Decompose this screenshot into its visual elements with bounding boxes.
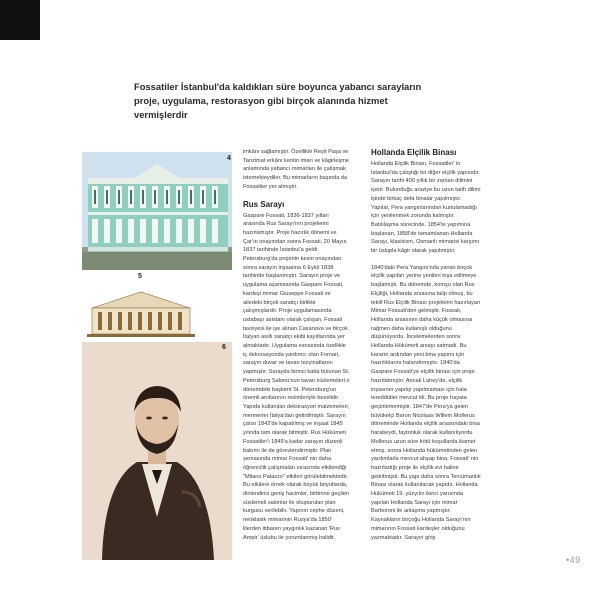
- intro-paragraph: imkânı sağlamıştır. Özellikle Reşit Paşa ve Tanzimat erkânı kentin imarı ve kâgirleşme anlamında yabancı mimarları ile çalışmak istemekteydiler. Bu mimarların başında da Fossatiler yer almıştır.: [243, 149, 350, 190]
- section-heading-rus-sarayi: Rus Sarayı: [243, 199, 285, 209]
- body-paragraph: 1840'daki Pera Yangını'nda yanan birçok elçilik yapıları yerine yenileri inşa edilmeye başlamıştı. Bu dönemde, komşu olan Rus Elçiliği, Hollanda arsasına talip olmuş, bu teklif Rus Elçilik Binası projelerini hazırlayan Mimar Fossati'den gelmiştir. Fossati, Hollanda arsasının daha küçük olmasına rağmen daha kullanışlı olduğunu düşünüyordu. İncelemelerden sonra Hollanda Hükümeti arsayı satmadı. Bu kararın ardından yeni bina yapımı için hazırlıklarını halandırmıştır. 1840'da Gaspare Fossati'ye elçilik binası için proje hazırlatmıştır. Ancak Lahey'de, elçilik inşasının yapılıp yapılmaması için hala tereddütler mevcut idi. Bu proje hayata geçirilememiştir. 1847'de Pera'ya gelen büyükelçi Baron Nicolaas Willem Mollerus döneminde Hollanda elçilik arsasındaki bina harabeydi, faytonluk olarak kullanılıyordu. Mollerus uzun süre kötü koşullarda ikamet etmiş, sonra Hollanda hükümetinden gelen yardımlarla mevcut ahşap bina, Fossati' nin hazırladığı proje ile elçilik evi haline getirilmiştir. Bu yapı daha sonra Tercümanlık Binası olarak kullanılacak yapıdır. Hollanda Hükümeti 19. yüzyılın ikinci yarısında yapılan Hollanda Sarayı için mimar Barboroni ile anlaşma yapmıştır. Kaynakların birçoğu Hollanda Sarayı'nın mimarının Fossati kardeşler olduğunu yazmaktadır. Sarayın giriş: [371, 264, 481, 541]
- text-column-rus-sarayi: [243, 148, 351, 568]
- figure-number-5: 5: [138, 273, 142, 280]
- section-heading-hollanda: Hollanda Elçilik Binası: [371, 148, 457, 157]
- page-number-value: 49: [569, 555, 581, 565]
- figure-number-4: 4: [227, 155, 231, 162]
- corner-block: [0, 0, 40, 40]
- text-column-hollanda: [371, 148, 481, 568]
- headline: Fossatiler İstanbul'da kaldıkları süre boyunca yabancı sarayların proje, uygulama, restorasyon gibi birçok alanında hizmet vermişlerdir: [134, 81, 422, 120]
- page-number: [566, 555, 581, 565]
- page-marker: •: [566, 555, 570, 565]
- body-paragraph: Hollanda Elçilik Binası, Fossatiler' in İstanbul'da çalıştığı bir diğer elçilik yapısıdır. Sarayın tarihi 400 yıllık bir zaman dilimini içerir. Bulunduğu araziye bu uzun tarih dilimi içinde birkaç defa binalar yapılmıştır. Yapılar, Pera yangınlarından kurtulamadığı için yenilenmek zorunda kalmıştır. Batılılaşma sürecinde, 1854'te yapımına başlanan, 1858'de tamamlanan Hollanda Sarayı, klasisizm, Osmanlı mimarisi karşımı bir üslupla kâgir olarak yapılmıştır.: [371, 161, 481, 255]
- figure-number-6: 6: [222, 344, 226, 351]
- body-paragraph: Gaspare Fossati, 1836-1837 yılları arasında Rus Sarayı'nın projelerini hazırlamıştır. Proje hazırlık dönemi ve Çar'ın onayından sonra Fossati, 20 Mayıs 1837 tarihinde İstanbul'a geldi. Petersburg'da projenin kesin onayından sonra sarayın inşaatına 6 Eylül 1838 tarihinde başlanmıştır. Sarayın proje ve uygulama aşamasında Gaspare Fossati, kardeşi mimar Giuseppe Fossati ve ailedeki birçok sanatçı birlikte çalışmışlardır. Proje uygulamasında ustabaşı asistanı olarak çalışan, Fossati tavsiyesi ile işe alınan Casanova ve birçok İtalyan asıllı sanatçı ekibi kayıtlarında yer almaktadır. Uygulama esnasında özellikle iç dekorasyonda yardımcı olan Fornari, sarayın duvar ve tavan tezyinatlarını yapmıştır. Sarayda birinci katta bulunan St. Petersburg Salonu'nun tavan süslemeleri o dönemdeki başkent St. Petersburg'un önemli anıtlarının resimleriyle bezelidir. Yapıda kullanılan dekorasyon malzemeleri, mermerler İtalya'dan getirtilmiştir. Sarayın çatısı 1842'de kapatılmış ve inşaat 1845 yılında tam olarak bitmiştir. Rus Hükümeti Fossatiler'i 1849'a kadar sarayın düzenli bakımı ile de görevlendirmiştir. Plan şemasında mimar Fossati' nin daha öğrencilik çalışmaları sırasında etkilendiği "Milano Palazzo" etkileri görülebilmektedir. Bu etkilere örnek olarak büyük boyutlarda, dinlendirici geniş hacimler, birbirine geçilen süslemeli salonlar ile oluşturulan plan kurgusu verilebilir. Yapının cephe düzeni, neoklasik mimarinin Rusya'da 1850' lilerden itibaren yaygınlık kazanan 'Rus Ampir' üslubu ile yorumlanmış halidir.: [243, 212, 350, 541]
- palace-photo: [82, 152, 232, 270]
- palace-drawing: [82, 286, 200, 338]
- portrait-photo: [82, 342, 232, 560]
